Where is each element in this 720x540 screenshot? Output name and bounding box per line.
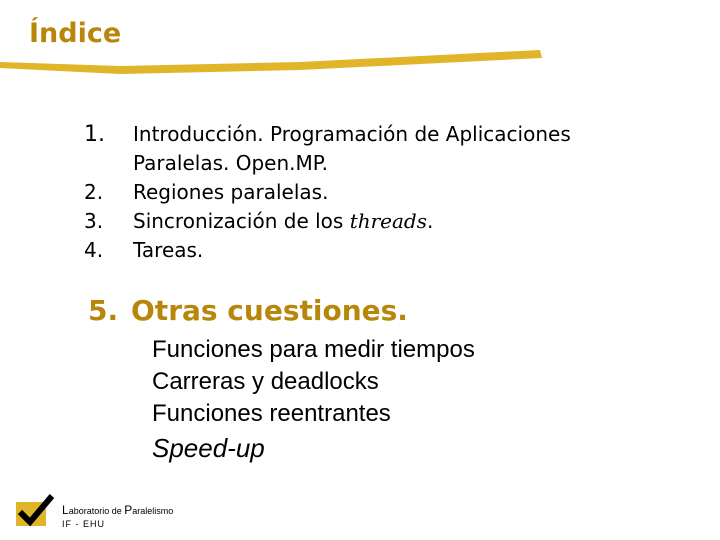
toc-item <box>84 178 571 207</box>
toc-text <box>133 207 433 236</box>
toc-text-part: Sincronización de los <box>133 209 350 233</box>
toc-item <box>84 207 571 236</box>
toc-list <box>84 120 571 265</box>
title-underline <box>0 48 560 78</box>
toc-text: Regiones paralelas. <box>133 180 329 204</box>
toc-number: 1. <box>84 122 105 147</box>
footer-institution: IF - EHU <box>62 519 105 529</box>
toc-current-label: Otras cuestiones. <box>131 294 408 327</box>
toc-text-italic: threads <box>349 209 427 233</box>
subtopic-item: Speed-up <box>152 433 265 463</box>
toc-current-number: 5. <box>88 294 119 327</box>
slide-title: Índice <box>29 18 122 49</box>
subtopic-list <box>152 334 475 466</box>
toc-current-item <box>88 294 408 327</box>
toc-number: 4. <box>84 238 104 262</box>
checkmark-box-icon <box>14 494 54 528</box>
toc-item <box>84 120 571 178</box>
footer-lab-name: Laboratorio de Paralelismo <box>62 503 174 517</box>
toc-text: Paralelas. Open.MP. <box>133 151 329 175</box>
toc-item <box>84 236 571 265</box>
toc-text: Tareas. <box>133 238 204 262</box>
subtopic-item: Carreras y deadlocks <box>152 368 379 395</box>
subtopic-item: Funciones para medir tiempos <box>152 336 475 363</box>
subtopic-item: Funciones reentrantes <box>152 400 391 427</box>
toc-text: Introducción. Programación de Aplicaciones <box>133 122 571 146</box>
toc-number: 2. <box>84 180 104 204</box>
toc-number: 3. <box>84 209 104 233</box>
toc-text-part: . <box>427 209 434 233</box>
